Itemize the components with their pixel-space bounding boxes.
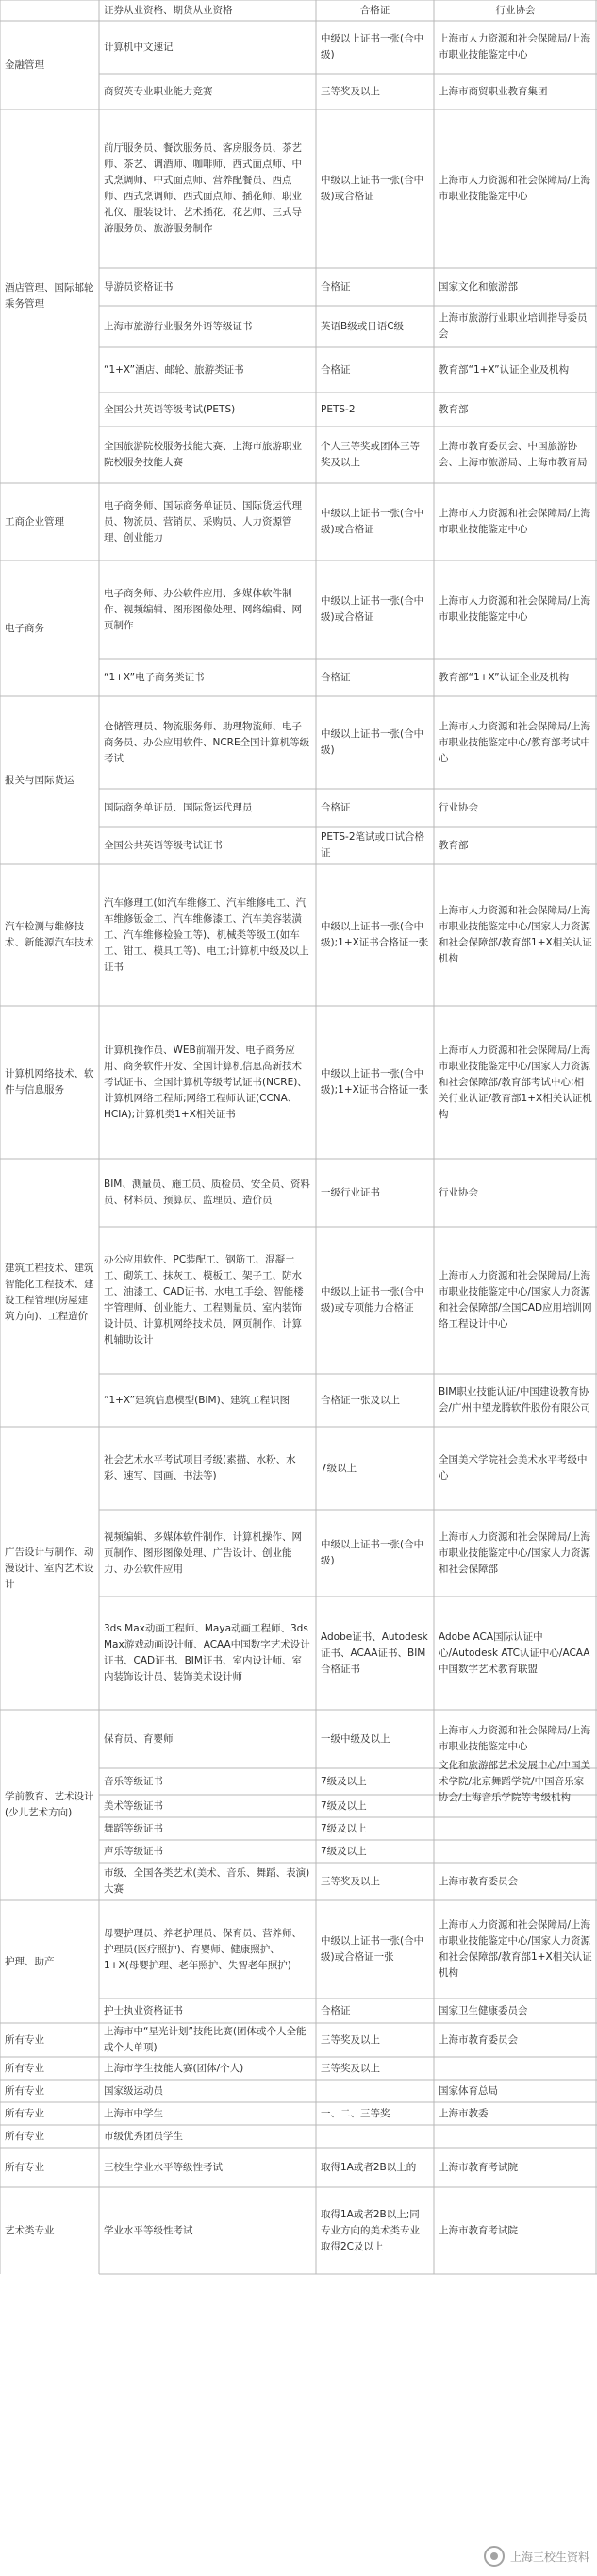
certificate-cell: [99, 1510, 316, 1597]
major-cell-text: 所有专业: [5, 2062, 44, 2074]
requirement-cell: [316, 789, 434, 827]
requirement-cell: [316, 2187, 434, 2274]
issuer-cell-text: 上海市教育考试院: [439, 2161, 518, 2173]
issuer-cell-text: 上海市教育委员会: [439, 1875, 518, 1887]
issuer-cell-text: 教育部: [439, 839, 469, 851]
major-cell-text: 所有专业: [5, 2107, 44, 2119]
certificate-cell: [99, 659, 316, 696]
certificate-cell: [99, 2057, 316, 2080]
requirement-cell-text: Adobe证书、Autodesk证书、ACAA证书、BIM合格证书: [321, 1631, 428, 1675]
header-cell-text: 行业协会: [495, 4, 536, 16]
requirement-cell: [316, 864, 434, 1006]
major-cell-text: 建筑工程技术、建筑智能化工程技术、建设工程管理(房屋建筑方向)、工程造价: [5, 1263, 94, 1322]
requirement-cell-text: 取得1A或者2B以上的: [321, 2161, 417, 2173]
issuer-cell-text: 上海市教委: [439, 2107, 489, 2119]
issuer-cell: [434, 1795, 597, 1817]
issuer-cell-text: 上海市人力资源和社会保障局/上海市职业技能鉴定中心/国家人力资源和社会保障部/教育部考试中心;相关行业认证/教育部1+X相关认证机构: [439, 1044, 592, 1120]
requirement-cell: [316, 1840, 434, 1863]
major-cell-text: 所有专业: [5, 2084, 44, 2097]
requirement-cell: [316, 1795, 434, 1817]
major-cell: [0, 1900, 99, 2023]
certificate-cell-text: 前厅服务员、餐饮服务员、客房服务员、茶艺师、茶艺、调酒师、咖啡师、西式面点师、中式烹调师、中式面点师、营养配餐员、西点师、西式烹调师、西式面点师、插花师、职业礼仪、服装设计、艺术插花、花艺师、三式导游服务员、旅游服务制作: [104, 142, 302, 234]
requirement-cell-text: 7级及以上: [321, 1775, 367, 1787]
requirement-cell-text: 合格证: [321, 801, 351, 813]
requirement-cell: [316, 427, 434, 483]
issuer-cell: [434, 1374, 597, 1427]
major-cell-text: 酒店管理、国际邮轮乘务管理: [5, 282, 94, 309]
certificate-cell-text: “1+X”酒店、邮轮、旅游类证书: [104, 363, 244, 376]
certificate-cell-text: 声乐等级证书: [104, 1845, 163, 1857]
certificate-cell-text: 国家级运动员: [104, 2084, 163, 2097]
certificate-cell-text: 三校生学业水平等级性考试: [104, 2161, 223, 2173]
issuer-cell: [434, 2102, 597, 2125]
certificate-cell-text: 商贸英专业职业能力竞赛: [104, 85, 213, 97]
issuer-cell: [434, 1999, 597, 2023]
major-cell: [0, 2057, 99, 2080]
certificate-cell: [99, 347, 316, 393]
major-cell: [0, 2187, 99, 2274]
certificate-cell: [99, 1863, 316, 1900]
major-cell: [0, 696, 99, 864]
issuer-cell-text: 教育部“1+X”认证企业及机构: [439, 671, 570, 683]
issuer-cell-text: 文化和旅游部艺术发展中心/中国美术学院/北京舞蹈学院/中国音乐家协会/上海音乐学院等考级机构: [439, 1759, 591, 1803]
issuer-cell: [434, 560, 597, 659]
certificate-cell-text: 上海市中“星光计划”技能比赛(团体或个人全能或个人单项): [104, 2026, 307, 2053]
requirement-cell: [316, 2102, 434, 2125]
issuer-cell-text: 上海市人力资源和社会保障局/上海市职业技能鉴定中心: [439, 175, 591, 202]
certificate-cell-text: 汽车修理工(如汽车维修工、汽车维修电工、汽车维修钣金工、汽车维修漆工、汽车美容装潢工、汽车维修检验工等)、机械类等级工(如车工、钳工、模具工等)、电工;计算机中级及以上证书: [104, 896, 309, 973]
issuer-cell: [434, 1006, 597, 1159]
issuer-cell: [434, 1597, 597, 1710]
issuer-cell: [434, 268, 597, 306]
wechat-logo-icon: [484, 2546, 505, 2567]
certificate-cell-text: 市级、全国各类艺术(美术、音乐、舞蹈、表演)大赛: [104, 1867, 310, 1895]
certificate-cell-text: 护士执业资格证书: [104, 2004, 183, 2016]
certificate-cell: [99, 1817, 316, 1840]
certificate-cell-text: 市级优秀团员学生: [104, 2130, 183, 2142]
requirement-cell: [316, 393, 434, 427]
certificate-cell: [99, 21, 316, 74]
requirement-cell-text: 7级及以上: [321, 1799, 367, 1812]
requirement-cell: [316, 109, 434, 268]
certificate-cell-text: 全国公共英语等级考试(PETS): [104, 403, 236, 415]
major-cell-text: 护理、助产: [5, 1955, 55, 1967]
issuer-cell-text: 上海市人力资源和社会保障局/上海市职业技能鉴定中心: [439, 33, 591, 60]
requirement-cell-text: PETS-2: [321, 403, 356, 415]
requirement-cell-text: 三等奖及以上: [321, 2033, 380, 2046]
certificate-cell-text: “1+X”建筑信息模型(BIM)、建筑工程识图: [104, 1394, 290, 1406]
issuer-cell: [434, 659, 597, 696]
issuer-cell-text: 国家文化和旅游部: [439, 280, 518, 293]
requirement-cell: [316, 268, 434, 306]
certificate-cell-text: BIM、测量员、施工员、质检员、安全员、资料员、材料员、预算员、监理员、造价员: [104, 1179, 310, 1206]
requirement-cell: [316, 659, 434, 696]
issuer-cell-text: 上海市人力资源和社会保障局/上海市职业技能鉴定中心: [439, 1725, 591, 1752]
requirement-cell-text: 英语B级或日语C级: [321, 320, 405, 332]
requirement-cell-text: 三等奖及以上: [321, 85, 380, 97]
certificate-cell-text: 电子商务师、办公软件应用、多媒体软件制作、视频编辑、图形图像处理、网络编辑、网页制作: [104, 587, 302, 631]
requirement-cell-text: 中级以上证书一张(合中级): [321, 1539, 424, 1566]
issuer-cell-text: 全国美术学院社会美术水平考级中心: [439, 1454, 588, 1481]
requirement-cell: [316, 2080, 434, 2102]
major-cell-text: 广告设计与制作、动漫设计、室内艺术设计: [5, 1546, 94, 1590]
issuer-cell-text: 上海市人力资源和社会保障局/上海市职业技能鉴定中心/国家人力资源和社会保障部: [439, 1531, 591, 1575]
certificate-cell-text: 办公应用软件、PC装配工、钢筋工、混凝土工、砌筑工、抹灰工、模板工、架子工、防水工、油漆工、CAD证书、水电工手绘、智能楼宇管理师、创业能力、工程测量员、室内装饰设计员、计算机网络技术员、网页制作、计算机辅助设计: [104, 1254, 304, 1346]
header-cell-text: 证券从业资格、期货从业资格: [104, 4, 233, 16]
certificate-cell-text: 电子商务师、国际商务单证员、国际货运代理员、物流员、营销员、采购员、人力资源管理、创业能力: [104, 499, 302, 544]
requirement-cell-text: 一、二、三等奖: [321, 2107, 390, 2119]
issuer-cell-text: 国家卫生健康委员会: [439, 2004, 528, 2016]
requirement-cell-text: 合格证: [321, 280, 351, 293]
certificate-cell-text: 全国公共英语等级考试证书: [104, 839, 223, 851]
requirement-cell-text: 中级以上证书一张(合中级)或合格证一张: [321, 1935, 424, 1963]
issuer-cell-text: 上海市教育委员会、中国旅游协会、上海市旅游局、上海市教育局: [439, 441, 588, 468]
issuer-cell-text: 上海市教育委员会: [439, 2033, 518, 2046]
issuer-cell: [434, 696, 597, 789]
issuer-cell: [434, 2187, 597, 2274]
major-cell: [0, 2102, 99, 2125]
requirement-cell: [316, 1427, 434, 1510]
requirement-cell: [316, 696, 434, 789]
certificate-cell-text: 舞蹈等级证书: [104, 1822, 163, 1834]
certificate-cell: [99, 2125, 316, 2148]
issuer-cell-text: 上海市人力资源和社会保障局/上海市职业技能鉴定中心/国家人力资源和社会保障部/教育部1+X相关认证机构: [439, 1919, 592, 1979]
certificate-cell: [99, 1427, 316, 1510]
major-cell-text: 所有专业: [5, 2033, 44, 2046]
certificate-cell-text: 上海市旅游行业服务外语等级证书: [104, 320, 253, 332]
requirement-cell-text: 个人三等奖或团体三等奖及以上: [321, 441, 420, 468]
requirement-cell-text: 中级以上证书一张(合中级)或合格证: [321, 595, 424, 623]
issuer-cell: [434, 1159, 597, 1227]
certificate-cell-text: 母婴护理员、养老护理员、保育员、营养师、护理员(医疗照护)、育婴师、健康照护、1+X(母婴护理、老年照护、失智老年照护): [104, 1927, 302, 1971]
certificate-cell: [99, 1227, 316, 1374]
requirement-cell-text: 三等奖及以上: [321, 1875, 380, 1887]
major-cell-text: 工商企业管理: [5, 515, 64, 527]
certificate-cell-text: 上海市学生技能大赛(团体/个人): [104, 2062, 244, 2074]
requirement-cell-text: 合格证一张及以上: [321, 1394, 400, 1406]
certificate-cell-text: 上海市中学生: [104, 2107, 163, 2119]
header-cell: [99, 0, 316, 21]
certificate-cell: [99, 1597, 316, 1710]
requirement-cell: [316, 1510, 434, 1597]
issuer-cell-text: 上海市教育考试院: [439, 2224, 518, 2236]
major-cell: [0, 1710, 99, 1900]
requirement-cell-text: 7级及以上: [321, 1822, 367, 1834]
major-cell: [0, 560, 99, 696]
certificate-cell: [99, 2187, 316, 2274]
certificate-cell: [99, 2102, 316, 2125]
certificate-cell: [99, 1006, 316, 1159]
requirement-cell: [316, 1768, 434, 1795]
requirement-cell-text: 合格证: [321, 363, 351, 376]
certificate-cell: [99, 827, 316, 864]
header-cell: [0, 0, 99, 21]
requirement-cell: [316, 74, 434, 109]
certificate-cell: [99, 1795, 316, 1817]
certificate-cell: [99, 1374, 316, 1427]
issuer-cell: [434, 1900, 597, 1999]
requirement-cell: [316, 1817, 434, 1840]
certificate-cell: [99, 74, 316, 109]
major-cell-text: 所有专业: [5, 2130, 44, 2142]
requirement-cell-text: 一级中级及以上: [321, 1732, 390, 1745]
issuer-cell-text: Adobe ACA国际认证中心/Autodesk ATC认证中心/ACAA中国数字艺术教育联盟: [439, 1631, 590, 1675]
requirement-cell-text: PETS-2笔试或口试合格证: [321, 831, 425, 859]
certificate-cell: [99, 483, 316, 560]
certificate-cell: [99, 427, 316, 483]
certificate-cell-text: 音乐等级证书: [104, 1775, 163, 1787]
certificate-cell: [99, 789, 316, 827]
major-cell: [0, 1427, 99, 1710]
issuer-cell: [434, 789, 597, 827]
issuer-cell-text: 上海市人力资源和社会保障局/上海市职业技能鉴定中心/教育部考试中心: [439, 720, 591, 764]
requirement-cell-text: 中级以上证书一张(合中级)或合格证: [321, 508, 424, 535]
certificate-cell-text: 导游员资格证书: [104, 280, 174, 293]
issuer-cell: [434, 2080, 597, 2102]
certificate-cell-text: 计算机操作员、WEB前端开发、电子商务应用、商务软件开发、全国计算机信息高新技术考试证书、全国计算机等级考试证书(NCRE)、计算机网络工程师;网络工程师认证(CCNA、HCIA);计算机类1+X相关证书: [104, 1044, 307, 1120]
issuer-cell-text: 上海市商贸职业教育集团: [439, 85, 548, 97]
requirement-cell: [316, 306, 434, 347]
certificate-cell: [99, 306, 316, 347]
issuer-cell-text: 上海市人力资源和社会保障局/上海市职业技能鉴定中心: [439, 595, 591, 623]
issuer-cell: [434, 864, 597, 1006]
issuer-cell: [434, 2023, 597, 2057]
requirement-cell-text: 取得1A或者2B以上;同专业方向的美术类专业取得2C及以上: [321, 2208, 420, 2252]
major-cell: [0, 2148, 99, 2187]
issuer-cell: [434, 306, 597, 347]
requirement-cell: [316, 827, 434, 864]
issuer-cell: [434, 21, 597, 74]
requirement-cell-text: 中级以上证书一张(合中级);1+X证书合格证一张: [321, 921, 429, 948]
issuer-cell-text: 教育部: [439, 403, 469, 415]
certificate-cell: [99, 2080, 316, 2102]
requirement-cell: [316, 1159, 434, 1227]
issuer-cell-text: 行业协会: [439, 1186, 478, 1198]
issuer-cell: [434, 1427, 597, 1510]
header-cell: [434, 0, 597, 21]
requirement-cell-text: 合格证: [321, 2004, 351, 2016]
certificate-cell: [99, 560, 316, 659]
major-cell-text: 报关与国际货运: [5, 774, 75, 786]
requirement-cell-text: 三等奖及以上: [321, 2062, 380, 2074]
issuer-cell: [434, 2125, 597, 2148]
requirement-cell: [316, 2148, 434, 2187]
certificate-cell: [99, 696, 316, 789]
major-cell: [0, 2023, 99, 2057]
requirement-cell-text: 中级以上证书一张(合中级): [321, 728, 424, 756]
issuer-cell: [434, 827, 597, 864]
major-cell: [0, 21, 99, 109]
major-cell-text: 学前教育、艺术设计(少儿艺术方向): [5, 1791, 94, 1818]
major-cell-text: 金融管理: [5, 59, 44, 71]
requirement-cell: [316, 1006, 434, 1159]
requirement-cell: [316, 2125, 434, 2148]
certificate-cell-text: 视频编辑、多媒体软件制作、计算机操作、网页制作、图形图像处理、广告设计、创业能力、办公软件应用: [104, 1531, 302, 1575]
issuer-cell-text: 上海市人力资源和社会保障局/上海市职业技能鉴定中心/国家人力资源和社会保障部/教育部1+X相关认证机构: [439, 905, 592, 964]
issuer-cell: [434, 1510, 597, 1597]
requirement-cell-text: 中级以上证书一张(合中级)或专项能力合格证: [321, 1286, 424, 1313]
certificate-cell: [99, 1710, 316, 1768]
certificate-cell-text: 保育员、育婴师: [104, 1732, 174, 1745]
watermark: [484, 2546, 589, 2567]
major-cell-text: 所有专业: [5, 2161, 44, 2173]
certificate-cell-text: 3ds Max动画工程师、Maya动画工程师、3ds Max游戏动画设计师、ACAA中国数字艺术设计证书、CAD证书、BIM证书、室内设计师、室内装饰设计员、装饰美术设计师: [104, 1623, 310, 1682]
issuer-cell: [434, 109, 597, 268]
requirement-cell: [316, 1374, 434, 1427]
requirement-cell: [316, 1227, 434, 1374]
major-cell-text: 汽车检测与维修技术、新能源汽车技术: [5, 921, 94, 948]
certificate-cell-text: 仓储管理员、物流服务师、助理物流师、电子商务员、办公应用软件、NCRE全国计算机等级考试: [104, 720, 310, 764]
certificate-cell-text: 计算机中文速记: [104, 41, 174, 53]
certificate-cell: [99, 1768, 316, 1795]
requirement-cell-text: 中级以上证书一张(合中级);1+X证书合格证一张: [321, 1068, 429, 1096]
certificate-cell-text: 国际商务单证员、国际货运代理员: [104, 801, 253, 813]
issuer-cell-text: 国家体育总局: [439, 2084, 498, 2097]
requirement-cell-text: 中级以上证书一张(合中级): [321, 33, 424, 60]
certificate-cell-text: 全国旅游院校服务技能大赛、上海市旅游职业院校服务技能大赛: [104, 441, 302, 468]
requirement-cell-text: 7级及以上: [321, 1845, 367, 1857]
certificate-cell: [99, 1159, 316, 1227]
major-cell: [0, 2080, 99, 2102]
certificate-cell-text: 社会艺术水平考试项目考级(素描、水粉、水彩、速写、国画、书法等): [104, 1454, 296, 1481]
certificate-cell: [99, 1900, 316, 1999]
issuer-cell: [434, 427, 597, 483]
issuer-cell: [434, 347, 597, 393]
major-cell-text: 艺术类专业: [5, 2224, 55, 2236]
certificate-cell: [99, 864, 316, 1006]
major-cell: [0, 2125, 99, 2148]
requirement-cell-text: 中级以上证书一张(合中级)或合格证: [321, 175, 424, 202]
certificate-cell: [99, 393, 316, 427]
issuer-cell-text: BIM职业技能认证/中国建设教育协会/广州中望龙腾软件股份有限公司: [439, 1386, 591, 1413]
certificate-cell-text: 学业水平等级性考试: [104, 2224, 193, 2236]
requirement-cell-text: 合格证: [321, 671, 351, 683]
certificate-cell: [99, 2148, 316, 2187]
certificate-cell: [99, 1840, 316, 1863]
issuer-cell: [434, 2057, 597, 2080]
issuer-cell: [434, 483, 597, 560]
issuer-cell: [434, 74, 597, 109]
requirement-cell: [316, 1710, 434, 1768]
requirement-cell-text: 一级行业证书: [321, 1186, 380, 1198]
certificate-cell: [99, 1999, 316, 2023]
certificate-cell: [99, 2023, 316, 2057]
requirement-cell: [316, 560, 434, 659]
requirement-cell: [316, 1863, 434, 1900]
issuer-cell: [434, 1759, 597, 1803]
issuer-cell: [434, 1817, 597, 1840]
certificate-cell: [99, 268, 316, 306]
major-cell: [0, 483, 99, 560]
watermark-text: 上海三校生资料: [509, 2550, 589, 2564]
major-cell: [0, 109, 99, 483]
issuer-cell: [434, 2148, 597, 2187]
issuer-cell: [434, 393, 597, 427]
header-cell: [316, 0, 434, 21]
issuer-cell: [434, 1227, 597, 1374]
major-cell: [0, 864, 99, 1006]
certificate-cell: [99, 109, 316, 268]
issuer-cell-text: 教育部“1+X”认证企业及机构: [439, 363, 570, 376]
requirement-cell: [316, 21, 434, 74]
requirement-cell: [316, 2023, 434, 2057]
issuer-cell: [434, 1840, 597, 1863]
header-cell-text: 合格证: [359, 4, 390, 16]
issuer-cell-text: 上海市人力资源和社会保障局/上海市职业技能鉴定中心: [439, 508, 591, 535]
certificate-cell-text: 美术等级证书: [104, 1799, 163, 1812]
requirement-cell-text: 7级以上: [321, 1462, 357, 1474]
requirement-cell: [316, 1597, 434, 1710]
requirement-cell: [316, 1900, 434, 1999]
requirement-cell: [316, 483, 434, 560]
issuer-cell: [434, 1863, 597, 1900]
requirement-cell: [316, 347, 434, 393]
certificate-cell-text: “1+X”电子商务类证书: [104, 671, 205, 683]
major-cell: [0, 1006, 99, 1159]
requirement-cell: [316, 1999, 434, 2023]
major-cell-text: 电子商务: [5, 622, 44, 634]
issuer-cell-text: 行业协会: [439, 801, 478, 813]
issuer-cell-text: 上海市旅游行业职业培训指导委员会: [439, 312, 588, 340]
major-cell-text: 计算机网络技术、软件与信息服务: [5, 1068, 94, 1096]
requirement-cell: [316, 2057, 434, 2080]
major-cell: [0, 1159, 99, 1427]
issuer-cell-text: 上海市人力资源和社会保障局/上海市职业技能鉴定中心/国家人力资源和社会保障部/全国CAD应用培训网络工程设计中心: [439, 1270, 592, 1330]
